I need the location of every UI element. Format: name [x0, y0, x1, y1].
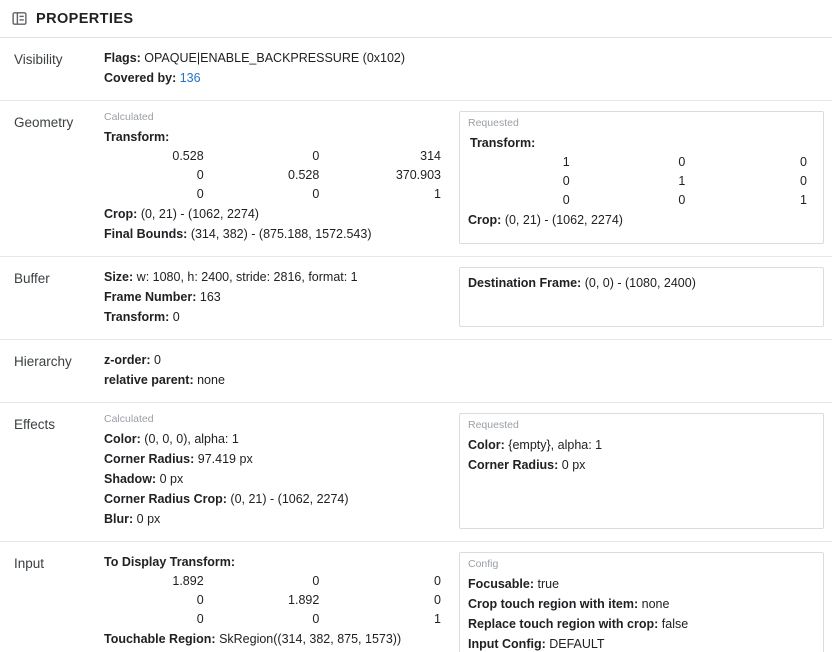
matrix-cell: 0: [800, 155, 807, 169]
covered-by-link[interactable]: 136: [179, 71, 201, 85]
requested-transform-label: [468, 133, 815, 153]
visibility-values: [102, 48, 824, 88]
transform-key: Transform:: [104, 130, 170, 144]
input-config-value: DEFAULT: [549, 637, 605, 651]
corner-radius-value: 97.419 px: [197, 452, 253, 466]
transform-key: Transform:: [470, 136, 536, 150]
section-label-geometry: Geometry: [14, 115, 74, 130]
section-input: [0, 542, 832, 652]
row-relative-parent: [102, 370, 824, 390]
section-label-effects: Effects: [14, 417, 56, 432]
matrix-cell: 0.528: [172, 149, 204, 163]
row-corner-radius: [468, 455, 815, 475]
matrix-cell: 0: [312, 149, 320, 163]
matrix-cell: 314: [420, 149, 441, 163]
row-final-bounds: [102, 224, 449, 244]
blur-key: Blur:: [104, 512, 134, 526]
panel-header: [0, 0, 832, 38]
row-destination-frame: [468, 273, 815, 293]
matrix-cell: 1: [434, 612, 441, 626]
flags-value: OPAQUE|ENABLE_BACKPRESSURE (0x102): [144, 51, 406, 65]
shadow-value: 0 px: [159, 472, 184, 486]
blur-value: 0 px: [136, 512, 161, 526]
matrix-cell: 1: [800, 193, 807, 207]
effects-calculated: [102, 413, 449, 529]
replace-touch-value: false: [661, 617, 689, 631]
transform-key: Transform:: [104, 310, 170, 324]
final-bounds-key: Final Bounds:: [104, 227, 188, 241]
matrix-cell: 0: [312, 612, 320, 626]
zorder-value: 0: [154, 353, 161, 367]
focusable-value: true: [537, 577, 560, 591]
matrix-cell: 1: [434, 187, 441, 201]
row-crop: [102, 204, 449, 224]
config-title: Config: [468, 558, 499, 570]
row-transform: [102, 307, 449, 327]
crop-key: Crop:: [468, 213, 502, 227]
row-crop-touch-region: [468, 594, 815, 614]
calculated-transform-label: [102, 127, 449, 147]
section-effects: [0, 403, 832, 542]
touchable-region-key: Touchable Region:: [104, 632, 216, 646]
properties-panel-icon: [10, 10, 28, 28]
to-display-transform-label: [102, 552, 449, 572]
matrix-cell: 0: [562, 193, 570, 207]
matrix-cell: 1: [678, 174, 686, 188]
matrix-cell: 0: [196, 168, 204, 182]
shadow-key: Shadow:: [104, 472, 157, 486]
corner-radius-value: 0 px: [561, 458, 586, 472]
color-key: Color:: [468, 438, 505, 452]
row-size: [102, 267, 449, 287]
matrix-cell: 0: [562, 174, 570, 188]
requested-title: Requested: [468, 117, 519, 129]
row-covered-by: [102, 68, 824, 88]
row-corner-radius: [102, 449, 449, 469]
row-flags: [102, 48, 824, 68]
crop-value: (0, 21) - (1062, 2274): [504, 213, 623, 227]
calculated-title: Calculated: [104, 413, 154, 425]
section-label-buffer: Buffer: [14, 271, 50, 286]
corner-radius-key: Corner Radius:: [468, 458, 559, 472]
section-label-hierarchy: Hierarchy: [14, 354, 72, 369]
row-color: [102, 429, 449, 449]
section-geometry: [0, 101, 832, 257]
row-input-config: [468, 634, 815, 652]
color-key: Color:: [104, 432, 141, 446]
crop-touch-value: none: [641, 597, 670, 611]
zorder-key: z-order:: [104, 353, 151, 367]
row-zorder: [102, 350, 824, 370]
frame-number-value: 163: [199, 290, 221, 304]
row-blur: [102, 509, 449, 529]
effects-requested: [459, 413, 824, 529]
matrix-cell: 1: [562, 155, 570, 169]
focusable-key: Focusable:: [468, 577, 534, 591]
crop-key: Crop:: [104, 207, 138, 221]
crop-touch-key: Crop touch region with item:: [468, 597, 639, 611]
matrix-cell: 0: [196, 187, 204, 201]
color-value: {empty}, alpha: 1: [508, 438, 603, 452]
row-focusable: [468, 574, 815, 594]
buffer-requested: [459, 267, 824, 327]
matrix-cell: 0: [434, 574, 441, 588]
transform-value: 0: [172, 310, 180, 324]
corner-radius-key: Corner Radius:: [104, 452, 195, 466]
matrix-cell: 1.892: [172, 574, 204, 588]
size-key: Size:: [104, 270, 134, 284]
relative-parent-value: none: [197, 373, 225, 387]
row-crop: [468, 210, 815, 230]
matrix-cell: 1.892: [288, 593, 320, 607]
matrix-cell: 0: [196, 593, 204, 607]
hierarchy-values: [102, 350, 824, 390]
geometry-calculated: [102, 111, 449, 244]
matrix-cell: 0: [434, 593, 441, 607]
section-buffer: [0, 257, 832, 340]
matrix-cell: 0: [312, 574, 320, 588]
calculated-title: Calculated: [104, 111, 154, 123]
frame-number-key: Frame Number:: [104, 290, 197, 304]
matrix-cell: 0.528: [288, 168, 320, 182]
replace-touch-key: Replace touch region with crop:: [468, 617, 659, 631]
section-visibility: [0, 38, 832, 101]
size-value: w: 1080, h: 2400, stride: 2816, format: 1: [136, 270, 358, 284]
corner-radius-crop-value: (0, 21) - (1062, 2274): [230, 492, 349, 506]
row-touchable-region: [102, 629, 449, 649]
requested-title: Requested: [468, 419, 519, 431]
matrix-cell: 0: [196, 612, 204, 626]
to-display-transform-matrix: [102, 572, 449, 629]
covered-by-key: Covered by:: [104, 71, 177, 85]
row-shadow: [102, 469, 449, 489]
input-values: [102, 552, 449, 652]
to-display-transform-key: To Display Transform:: [104, 555, 236, 569]
section-hierarchy: [0, 340, 832, 403]
requested-transform-matrix: [468, 153, 815, 210]
matrix-cell: 0: [678, 155, 686, 169]
relative-parent-key: relative parent:: [104, 373, 194, 387]
matrix-cell: 0: [678, 193, 686, 207]
geometry-requested: [459, 111, 824, 244]
color-value: (0, 0, 0), alpha: 1: [144, 432, 239, 446]
row-replace-touch-region: [468, 614, 815, 634]
matrix-cell: 370.903: [395, 168, 441, 182]
section-label-input: Input: [14, 556, 45, 571]
page-title: PROPERTIES: [36, 10, 134, 27]
touchable-region-value: SkRegion((314, 382, 875, 1573)): [219, 632, 402, 646]
corner-radius-crop-key: Corner Radius Crop:: [104, 492, 227, 506]
section-label-visibility: Visibility: [14, 52, 63, 67]
destination-frame-key: Destination Frame:: [468, 276, 582, 290]
row-color: [468, 435, 815, 455]
row-corner-radius-crop: [102, 489, 449, 509]
input-config: [459, 552, 824, 652]
matrix-cell: 0: [312, 187, 320, 201]
matrix-cell: 0: [800, 174, 807, 188]
input-config-key: Input Config:: [468, 637, 546, 651]
crop-value: (0, 21) - (1062, 2274): [140, 207, 259, 221]
calculated-transform-matrix: [102, 147, 449, 204]
flags-key: Flags:: [104, 51, 141, 65]
destination-frame-value: (0, 0) - (1080, 2400): [584, 276, 696, 290]
buffer-values: [102, 267, 449, 327]
row-frame-number: [102, 287, 449, 307]
final-bounds-value: (314, 382) - (875.188, 1572.543): [190, 227, 372, 241]
